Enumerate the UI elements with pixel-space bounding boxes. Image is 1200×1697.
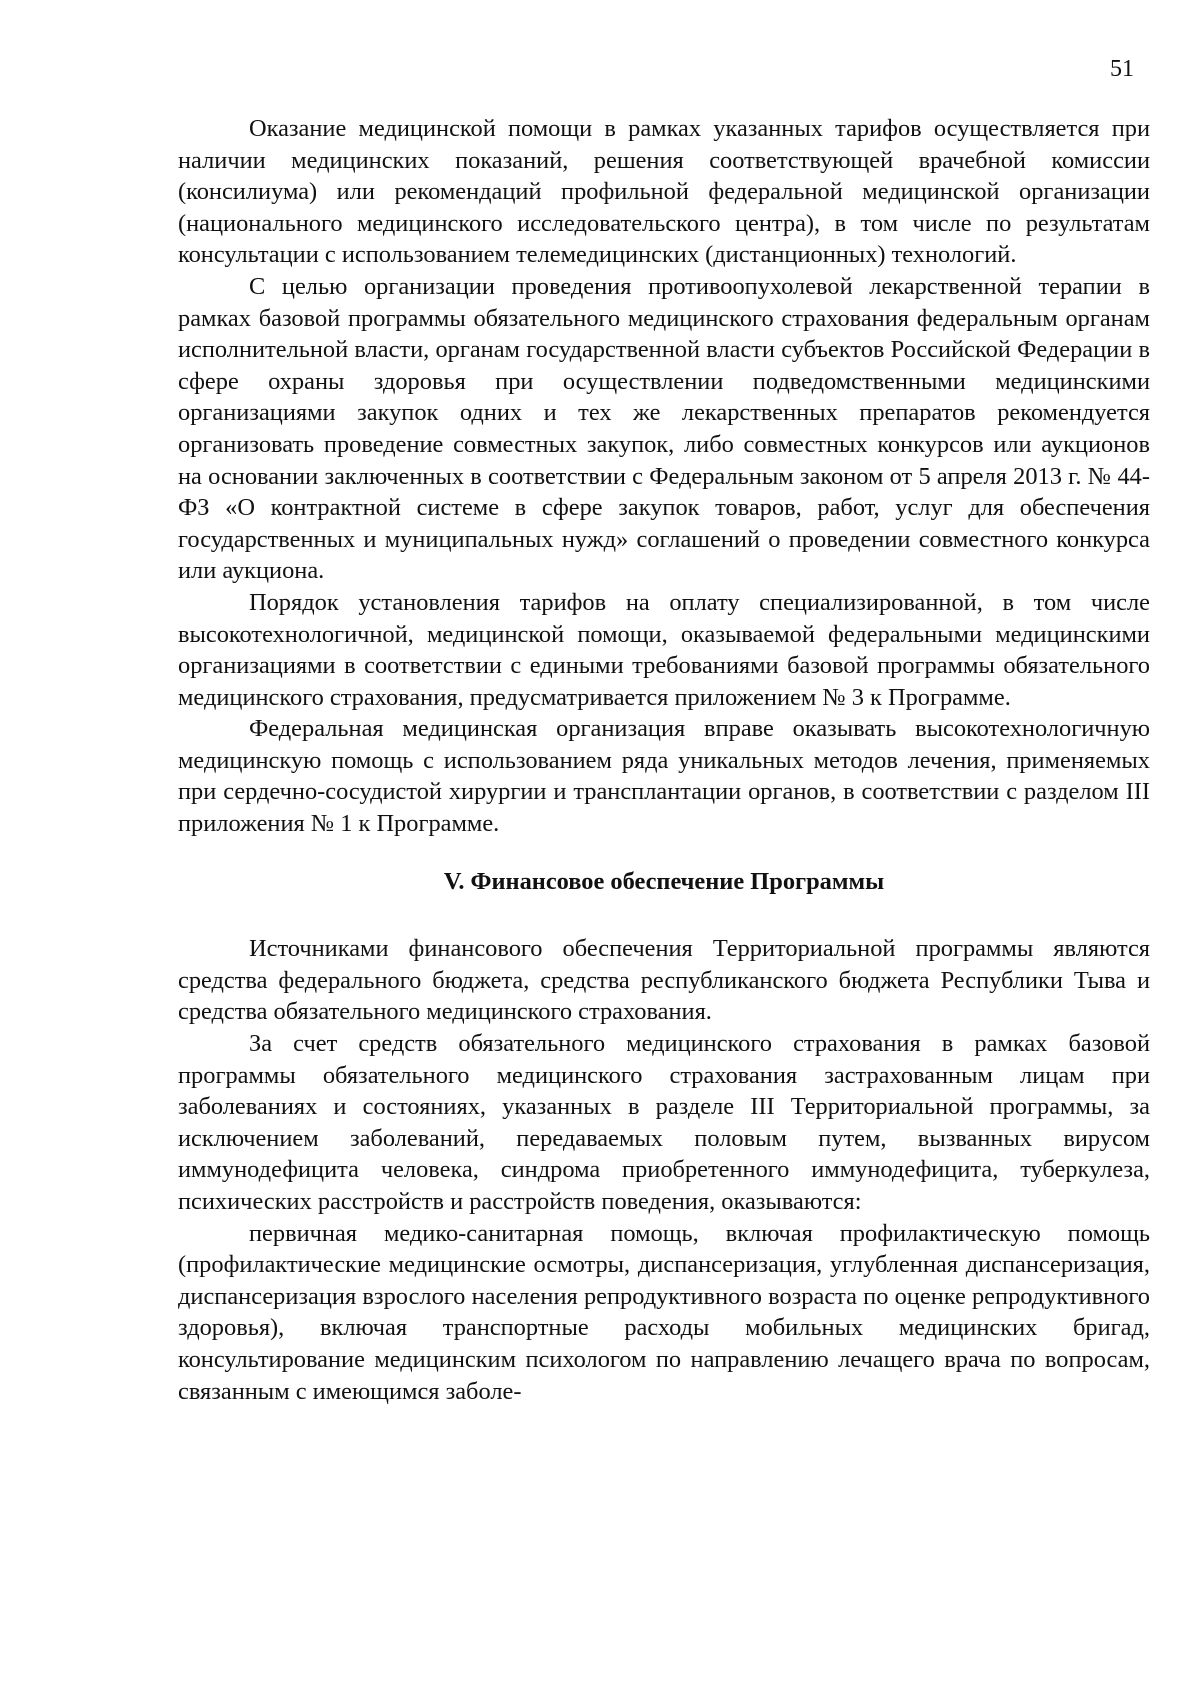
paragraph: За счет средств обязательного медицинского страхования в рамках базовой программы обязательного медицинского страхования застрахованным лицам при заболеваниях и состояниях, указанных в разделе III Территориальной программы, за исключением заболеваний, передаваемых половым путем, вызванных вирусом иммунодефицита человека, синдрома приобретенного иммунодефицита, туберкулеза, психических расстройств и расстройств поведения, оказываются:	[178, 1030, 1150, 1215]
paragraph: Федеральная медицинская организация вправе оказывать высокотехнологичную медицинскую помощь с использованием ряда уникальных методов лечения, применяемых при сердечно-сосудистой хирургии и трансплантации органов, в соответствии с разделом III приложения № 1 к Программе.	[178, 715, 1150, 838]
paragraph: Источниками финансового обеспечения Территориальной программы являются средства федерального бюджета, средства республиканского бюджета Республики Тыва и средства обязательного медицинского страхования.	[178, 935, 1150, 1026]
paragraph: первичная медико-санитарная помощь, включая профилактическую помощь (профилактические медицинские осмотры, диспансеризация, углубленная диспансеризация, диспансеризация взрослого населения репродуктивного возраста по оценке репродуктивного здоровья), включая транспортные расходы мобильных медицинских бригад, консультирование медицинским психологом по направлению лечащего врача по вопросам, связанным с имеющимся заболе-	[178, 1219, 1150, 1405]
page-number: 51	[1110, 56, 1134, 82]
paragraph: С целью организации проведения противоопухолевой лекарственной терапии в рамках базовой программы обязательного медицинского страхования федеральным органам исполнительной власти, органам государственной власти субъектов Российской Федерации в сфере охраны здоровья при осуществлении подведомственными медицинскими организациями закупок одних и тех же лекарственных препаратов рекомендуется организовать проведение совместных закупок, либо совместных конкурсов или аукционов на основании заключенных в соответствии с Федеральным законом от 5 апреля 2013 г. № 44-ФЗ «О контрактной системе в сфере закупок товаров, работ, услуг для обеспечения государственных и муниципальных нужд» соглашений о проведении совместного конкурса или аукциона.	[178, 272, 1150, 585]
document-body	[178, 113, 1150, 1407]
paragraph: Порядок установления тарифов на оплату специализированной, в том числе высокотехнологичной, медицинской помощи, оказываемой федеральными медицинскими организациями в соответствии с едиными требованиями базовой программы обязательного медицинского страхования, предусматривается приложением № 3 к Программе.	[178, 588, 1150, 711]
paragraph: Оказание медицинской помощи в рамках указанных тарифов осуществляется при наличии медицинских показаний, решения соответствующей врачебной комиссии (консилиума) или рекомендаций профильной федеральной медицинской организации (национального медицинского исследовательского центра), в том числе по результатам консультации с использованием телемедицинских (дистанционных) технологий.	[178, 115, 1150, 269]
section-heading: V. Финансовое обеспечение Программы	[443, 867, 885, 895]
